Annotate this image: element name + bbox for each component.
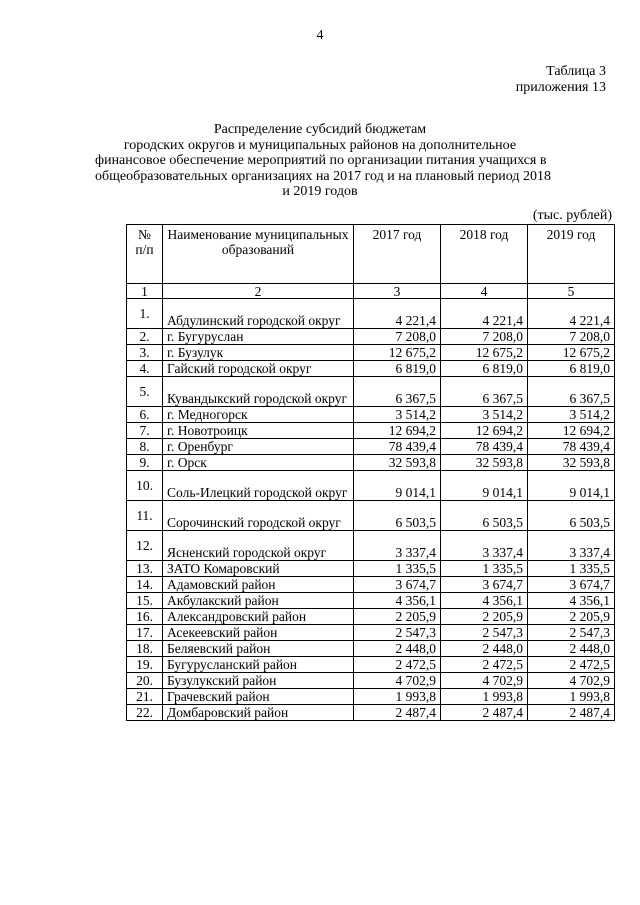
value-2017: 7 208,0 <box>354 329 441 345</box>
table-row <box>127 329 615 345</box>
value-2019: 6 503,5 <box>528 501 615 531</box>
value-2019: 6 819,0 <box>528 361 615 377</box>
municipality-name: г. Орск <box>163 455 354 471</box>
table-row <box>127 361 615 377</box>
value-2017: 4 702,9 <box>354 673 441 689</box>
row-number: 5. <box>127 377 163 407</box>
value-2019: 12 694,2 <box>528 423 615 439</box>
value-2019: 3 514,2 <box>528 407 615 423</box>
municipality-name: Бугурусланский район <box>163 657 354 673</box>
table-row <box>127 455 615 471</box>
table-row <box>127 471 615 501</box>
municipality-name: Асекеевский район <box>163 625 354 641</box>
value-2018: 6 367,5 <box>441 377 528 407</box>
municipality-name: Сорочинский городской округ <box>163 501 354 531</box>
value-2017: 12 694,2 <box>354 423 441 439</box>
header-2018: 2018 год <box>441 225 528 284</box>
municipality-name: г. Медногорск <box>163 407 354 423</box>
value-2019: 9 014,1 <box>528 471 615 501</box>
value-2017: 2 487,4 <box>354 705 441 721</box>
value-2018: 1 335,5 <box>441 561 528 577</box>
value-2019: 1 993,8 <box>528 689 615 705</box>
municipality-name: Абдулинский городской округ <box>163 299 354 329</box>
municipality-name: Бузулукский район <box>163 673 354 689</box>
title-line: общеобразовательных организациях на 2017 год и на плановый период 2018 <box>95 168 552 184</box>
column-index: 4 <box>441 284 528 299</box>
municipality-name: Александровский район <box>163 609 354 625</box>
row-number: 7. <box>127 423 163 439</box>
table-row <box>127 609 615 625</box>
value-2019: 2 487,4 <box>528 705 615 721</box>
value-2019: 3 337,4 <box>528 531 615 561</box>
table-row <box>127 531 615 561</box>
table-reference <box>516 64 606 96</box>
row-number: 1. <box>127 299 163 329</box>
row-number: 11. <box>127 501 163 531</box>
value-2019: 1 335,5 <box>528 561 615 577</box>
row-number: 9. <box>127 455 163 471</box>
value-2018: 6 819,0 <box>441 361 528 377</box>
header-2017: 2017 год <box>354 225 441 284</box>
document-title <box>95 122 552 200</box>
value-2017: 6 367,5 <box>354 377 441 407</box>
value-2019: 32 593,8 <box>528 455 615 471</box>
municipality-name: г. Оренбург <box>163 439 354 455</box>
municipality-name: Акбулакский район <box>163 593 354 609</box>
value-2017: 1 335,5 <box>354 561 441 577</box>
row-number: 4. <box>127 361 163 377</box>
table-row <box>127 423 615 439</box>
column-index-row <box>127 284 615 299</box>
value-2018: 2 547,3 <box>441 625 528 641</box>
value-2018: 4 221,4 <box>441 299 528 329</box>
municipality-name: Гайский городской округ <box>163 361 354 377</box>
value-2018: 32 593,8 <box>441 455 528 471</box>
row-number: 17. <box>127 625 163 641</box>
row-number: 19. <box>127 657 163 673</box>
municipality-name: Кувандыкский городской округ <box>163 377 354 407</box>
value-2017: 1 993,8 <box>354 689 441 705</box>
value-2018: 3 514,2 <box>441 407 528 423</box>
table-row <box>127 641 615 657</box>
value-2018: 2 448,0 <box>441 641 528 657</box>
value-2019: 4 356,1 <box>528 593 615 609</box>
municipality-name: Грачевский район <box>163 689 354 705</box>
row-number: 6. <box>127 407 163 423</box>
value-2019: 2 205,9 <box>528 609 615 625</box>
value-2018: 1 993,8 <box>441 689 528 705</box>
value-2017: 9 014,1 <box>354 471 441 501</box>
title-line: финансовое обеспечение мероприятий по организации питания учащихся в <box>95 153 547 168</box>
value-2018: 12 675,2 <box>441 345 528 361</box>
row-number: 13. <box>127 561 163 577</box>
value-2018: 3 674,7 <box>441 577 528 593</box>
value-2019: 78 439,4 <box>528 439 615 455</box>
value-2018: 2 472,5 <box>441 657 528 673</box>
value-2018: 7 208,0 <box>441 329 528 345</box>
value-2017: 2 547,3 <box>354 625 441 641</box>
header-number: № п/п <box>127 225 163 284</box>
table-row <box>127 407 615 423</box>
row-number: 20. <box>127 673 163 689</box>
value-2018: 9 014,1 <box>441 471 528 501</box>
header-name: Наименование муниципальных образований <box>163 225 354 284</box>
units-label: (тыс. рублей) <box>532 208 612 223</box>
row-number: 15. <box>127 593 163 609</box>
table-row <box>127 657 615 673</box>
value-2019: 4 702,9 <box>528 673 615 689</box>
column-index: 1 <box>127 284 163 299</box>
municipality-name: Адамовский район <box>163 577 354 593</box>
municipality-name: Домбаровский район <box>163 705 354 721</box>
table-row <box>127 625 615 641</box>
municipality-name: Беляевский район <box>163 641 354 657</box>
table-row <box>127 439 615 455</box>
table-row <box>127 705 615 721</box>
value-2018: 4 356,1 <box>441 593 528 609</box>
value-2018: 2 205,9 <box>441 609 528 625</box>
value-2017: 78 439,4 <box>354 439 441 455</box>
value-2018: 12 694,2 <box>441 423 528 439</box>
value-2017: 6 503,5 <box>354 501 441 531</box>
row-number: 22. <box>127 705 163 721</box>
municipality-name: ЗАТО Комаровский <box>163 561 354 577</box>
value-2019: 2 472,5 <box>528 657 615 673</box>
table-row <box>127 673 615 689</box>
value-2017: 2 205,9 <box>354 609 441 625</box>
row-number: 12. <box>127 531 163 561</box>
municipality-name: г. Бугуруслан <box>163 329 354 345</box>
row-number: 2. <box>127 329 163 345</box>
value-2019: 2 547,3 <box>528 625 615 641</box>
row-number: 8. <box>127 439 163 455</box>
table-row <box>127 593 615 609</box>
table-body <box>127 299 615 721</box>
table-row <box>127 377 615 407</box>
row-number: 3. <box>127 345 163 361</box>
value-2017: 6 819,0 <box>354 361 441 377</box>
table-row <box>127 299 615 329</box>
title-line: городских округов и муниципальных районов на дополнительное <box>123 137 517 153</box>
column-index: 2 <box>163 284 354 299</box>
row-number: 16. <box>127 609 163 625</box>
table-row <box>127 345 615 361</box>
value-2018: 4 702,9 <box>441 673 528 689</box>
row-number: 14. <box>127 577 163 593</box>
municipality-name: Ясненский городской округ <box>163 531 354 561</box>
value-2017: 3 514,2 <box>354 407 441 423</box>
table-reference-line: Таблица 3 <box>546 64 606 79</box>
page-number: 4 <box>316 28 324 43</box>
value-2017: 4 356,1 <box>354 593 441 609</box>
table-row <box>127 501 615 531</box>
value-2019: 7 208,0 <box>528 329 615 345</box>
value-2018: 3 337,4 <box>441 531 528 561</box>
value-2017: 3 674,7 <box>354 577 441 593</box>
row-number: 18. <box>127 641 163 657</box>
value-2017: 2 448,0 <box>354 641 441 657</box>
table-row <box>127 577 615 593</box>
table-row <box>127 561 615 577</box>
subsidy-table <box>126 224 615 721</box>
value-2018: 2 487,4 <box>441 705 528 721</box>
municipality-name: г. Бузулук <box>163 345 354 361</box>
municipality-name: Соль-Илецкий городской округ <box>163 471 354 501</box>
municipality-name: г. Новотроицк <box>163 423 354 439</box>
value-2017: 3 337,4 <box>354 531 441 561</box>
column-index: 3 <box>354 284 441 299</box>
table-reference-line: приложения 13 <box>515 80 606 95</box>
value-2019: 3 674,7 <box>528 577 615 593</box>
table-row <box>127 689 615 705</box>
value-2017: 4 221,4 <box>354 299 441 329</box>
value-2017: 2 472,5 <box>354 657 441 673</box>
value-2019: 6 367,5 <box>528 377 615 407</box>
value-2017: 32 593,8 <box>354 455 441 471</box>
column-index: 5 <box>528 284 615 299</box>
value-2018: 6 503,5 <box>441 501 528 531</box>
value-2019: 4 221,4 <box>528 299 615 329</box>
table-header-row <box>127 225 615 284</box>
row-number: 10. <box>127 471 163 501</box>
value-2019: 12 675,2 <box>528 345 615 361</box>
value-2018: 78 439,4 <box>441 439 528 455</box>
value-2019: 2 448,0 <box>528 641 615 657</box>
title-line: и 2019 годов <box>282 184 358 199</box>
value-2017: 12 675,2 <box>354 345 441 361</box>
row-number: 21. <box>127 689 163 705</box>
header-2019: 2019 год <box>528 225 615 284</box>
title-line: Распределение субсидий бюджетам <box>213 122 427 137</box>
